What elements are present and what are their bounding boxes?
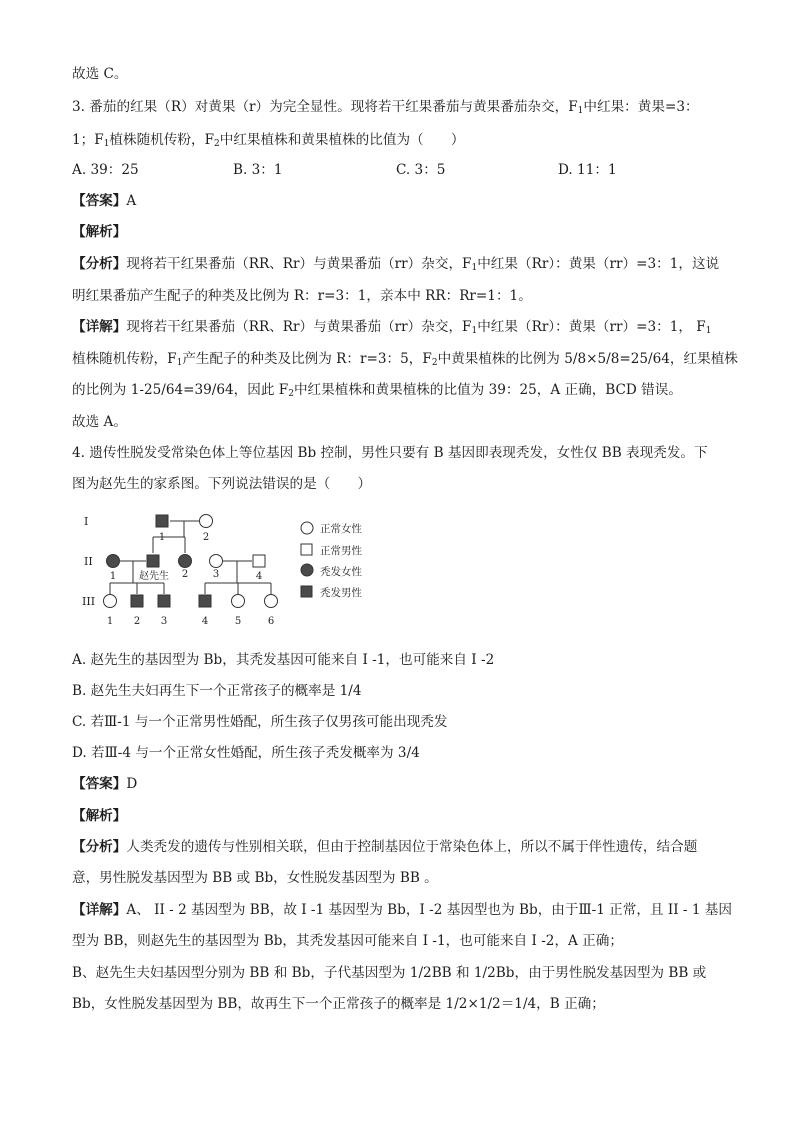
pedigree-II-3-normal-female — [210, 555, 223, 568]
label-II-4: 4 — [255, 571, 263, 582]
legend-normal-female-icon — [301, 522, 313, 534]
label-I-1: 1 — [158, 532, 166, 543]
question-4-stem: 4. 遗传性脱发受常染色体上等位基因 Bb 控制，男性只要有 B 基因即表现秃发，女性仅 BB 表现秃发。下 — [72, 445, 708, 461]
label-II-2: 2 — [181, 569, 189, 580]
pedigree-III-5-normal-female — [232, 595, 245, 608]
pedigree-II-2-affected-female — [179, 555, 192, 568]
label-I-2: 2 — [202, 532, 210, 543]
gen-label-II: II — [84, 555, 93, 568]
q3-answer: 【答案】A — [72, 193, 137, 209]
legend-affected-female-icon — [301, 564, 313, 576]
label-III-3: 3 — [160, 616, 168, 627]
q4-fenxi: 【分析】人类秃发的遗传与性别相关联，但由于控制基因位于常染色体上，所以不属于伴性遗传，结合题 — [72, 839, 698, 855]
pedigree-diagram — [72, 505, 392, 630]
legend-normal-male-label: 正常男性 — [320, 545, 362, 557]
question-3-stem: 3. 番茄的红果（R）对黄果（r）为完全显性。现将若干红果番茄与黄果番茄杂交，$F_1$中红果：黄果=3： — [72, 99, 699, 116]
legend-normal-male-icon — [301, 544, 312, 555]
q4-analysis-heading: 【解析】 — [72, 808, 127, 824]
pedigree-II-1-affected-female — [107, 555, 120, 568]
q3-xiangjie-line3: 的比例为 1-25/64=39/64，因此 $F_2$中红果植株和黄果植株的比值为 39：25，A 正确，BCD 错误。 — [72, 382, 682, 399]
gen-label-III: III — [82, 595, 96, 608]
gen-label-I: I — [84, 515, 89, 528]
label-II-zhao: 赵先生 — [139, 571, 169, 582]
q3-fenxi-line2: 明红果番茄产生配子的种类及比例为 R：r=3：1，亲本中 RR：Rr=1：1。 — [72, 288, 532, 304]
q4-xiangjie-line2: 型为 BB，则赵先生的基因型为 Bb，其秃发基因可能来自 I -1，也可能来自 I -2，A 正确； — [72, 933, 623, 949]
q3-option-b: B. 3：1 — [233, 162, 283, 178]
label-III-6: 6 — [267, 616, 275, 627]
legend-affected-female-label: 秃发女性 — [320, 566, 362, 578]
pedigree-I-2-normal-female — [200, 515, 213, 528]
label-III-1: 1 — [106, 616, 114, 627]
q3-xiangjie-line2: 植株随机传粉，$F_1$产生配子的种类及比例为 R：r=3：5，$F_2$中黄果植株的比例为 5/8×5/8=25/64，红果植株 — [72, 351, 738, 368]
q4-answer: 【答案】D — [72, 776, 138, 792]
pedigree-III-4-affected-male — [199, 595, 211, 607]
prev-answer-conclusion: 故选 C。 — [72, 66, 128, 82]
q3-fenxi: 【分析】现将若干红果番茄（RR、Rr）与黄果番茄（rr）杂交，$F_1$中红果（Rr）：黄果（rr）=3：1，这说 — [72, 256, 720, 273]
q4-option-b: B. 赵先生夫妇再生下一个正常孩子的概率是 1/4 — [72, 683, 362, 699]
label-III-2: 2 — [133, 616, 141, 627]
label-II-1: 1 — [109, 571, 117, 582]
legend-affected-male-label: 秃发男性 — [320, 587, 362, 599]
q4-option-a: A. 赵先生的基因型为 Bb，其秃发基因可能来自 I -1，也可能来自 I -2 — [72, 652, 495, 668]
label-III-4: 4 — [201, 616, 209, 627]
q3-option-c: C. 3：5 — [396, 162, 446, 178]
q4-option-c: C. 若Ⅲ-1 与一个正常男性婚配，所生孩子仅男孩可能出现秃发 — [72, 714, 448, 730]
q4-xiangjie: 【详解】A、 II - 2 基因型为 BB，故 I -1 基因型为 Bb，I -2 基因型也为 Bb，由于Ⅲ-1 正常，且 II - 1 基因 — [72, 902, 732, 918]
q3-conclusion: 故选 A。 — [72, 414, 127, 430]
pedigree-III-3-affected-male — [158, 595, 170, 607]
q4-option-d: D. 若Ⅲ-4 与一个正常女性婚配，所生孩子秃发概率为 3/4 — [72, 745, 420, 761]
question-3-stem-line2: 1；$F_1$植株随机传粉，$F_2$中红果植株和黄果植株的比值为（ ） — [72, 132, 465, 149]
q3-option-a: A. 39：25 — [72, 162, 139, 178]
pedigree-III-1-normal-female — [104, 595, 117, 608]
q4-xiangjie-line4: Bb，女性脱发基因型为 BB，故再生下一个正常孩子的概率是 1/2×1/2＝1/4，B 正确； — [72, 996, 605, 1012]
label-II-3: 3 — [212, 569, 220, 580]
pedigree-I-1-affected-male — [156, 515, 168, 527]
q3-option-d: D. 11：1 — [558, 162, 617, 178]
pedigree-II-zhao-affected-male — [147, 555, 159, 567]
q3-analysis-heading: 【解析】 — [72, 224, 127, 240]
pedigree-III-6-normal-female — [265, 595, 278, 608]
q4-xiangjie-line3: B、赵先生夫妇基因型分别为 BB 和 Bb，子代基因型为 1/2BB 和 1/2Bb，由于男性脱发基因型为 BB 或 — [72, 965, 707, 981]
question-4-stem-line2: 图为赵先生的家系图。下列说法错误的是（ ） — [72, 476, 372, 492]
label-III-5: 5 — [234, 616, 242, 627]
legend-affected-male-icon — [301, 586, 312, 597]
pedigree-II-4-normal-male — [253, 555, 265, 567]
q3-xiangjie: 【详解】现将若干红果番茄（RR、Rr）与黄果番茄（rr）杂交，$F_1$中红果（Rr）：黄果（rr）=3：1， $F_1$ — [72, 319, 712, 336]
pedigree-III-2-affected-male — [131, 595, 143, 607]
pedigree-legend — [301, 522, 362, 599]
q4-fenxi-line2: 意，男性脱发基因型为 BB 或 Bb，女性脱发基因型为 BB 。 — [72, 870, 438, 886]
legend-normal-female-label: 正常女性 — [320, 523, 362, 535]
